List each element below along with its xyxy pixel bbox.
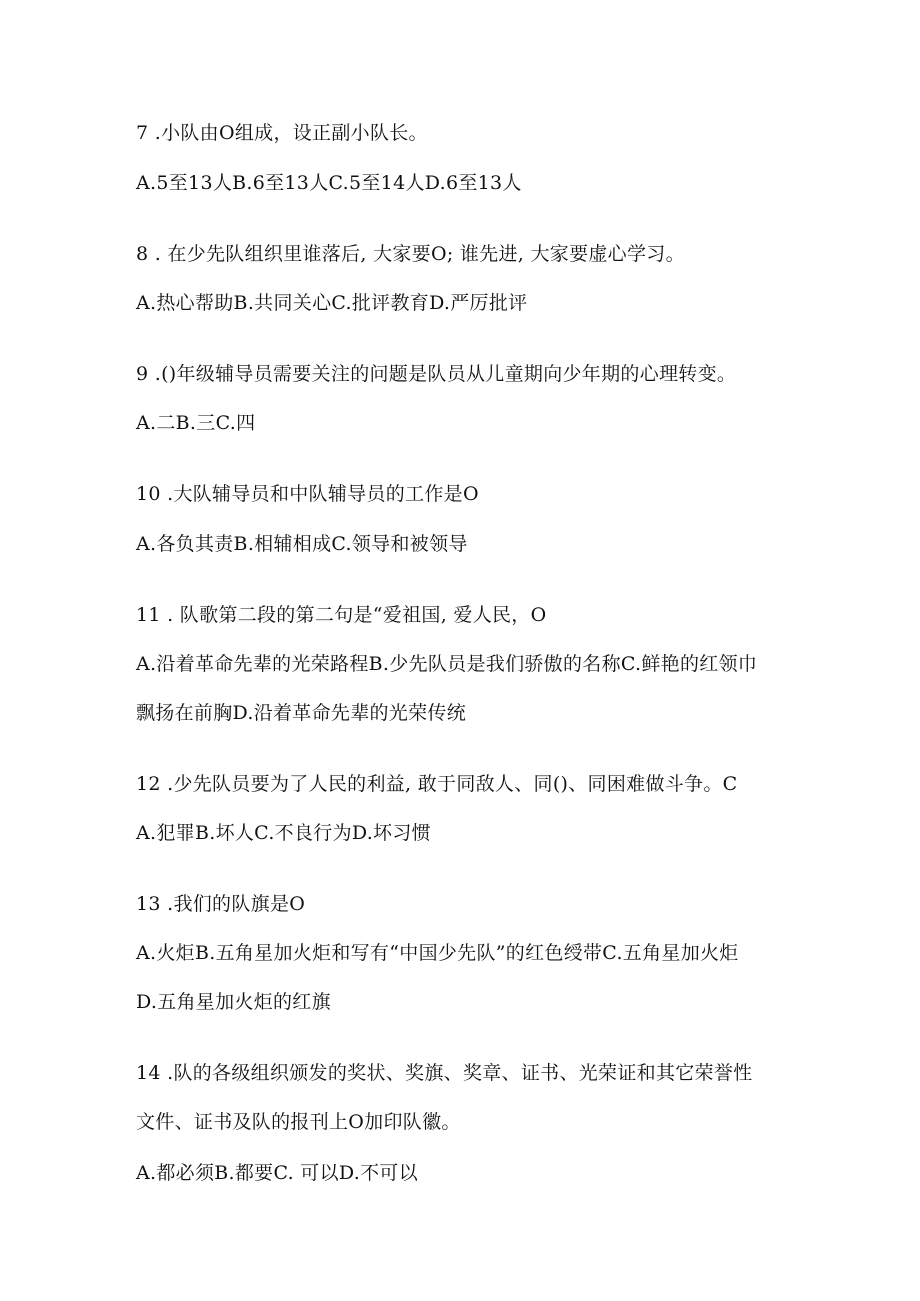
question-11-stem: 11 . 队歌第二段的第二句是“爱祖国, 爱人民，O bbox=[136, 604, 547, 626]
question-11-options-line-1: A.沿着革命先辈的光荣路程B.少先队员是我们骄傲的名称C.鲜艳的红领巾 bbox=[136, 653, 758, 675]
question-9-stem: 9 .()年级辅导员需要关注的问题是队员从儿童期向少年期的心理转变。 bbox=[136, 363, 737, 385]
question-9-options: A.二B.三C.四 bbox=[136, 412, 256, 434]
question-8-options: A.热心帮助B.共同关心C.批评教育D.严厉批评 bbox=[136, 292, 528, 314]
question-12-options: A.犯罪B.坏人C.不良行为D.坏习惯 bbox=[136, 822, 431, 844]
question-10-options: A.各负其责B.相辅相成C.领导和被领导 bbox=[136, 533, 468, 555]
question-13-options-line-2: D.五角星加火炬的红旗 bbox=[136, 991, 331, 1013]
question-13-stem: 13 .我们的队旗是O bbox=[136, 893, 306, 915]
question-14-stem-line-2: 文件、证书及队的报刊上O加印队徽。 bbox=[136, 1111, 461, 1133]
question-12-stem: 12 .少先队员要为了人民的利益, 敢于同敌人、同()、同困难做斗争。C bbox=[136, 773, 738, 795]
question-14-stem-line-1: 14 .队的各级组织颁发的奖状、奖旗、奖章、证书、光荣证和其它荣誉性 bbox=[136, 1062, 753, 1084]
question-13-options-line-1: A.火炬B.五角星加火炬和写有“中国少先队”的红色绶带C.五角星加火炬 bbox=[136, 942, 739, 964]
question-10-stem: 10 .大队辅导员和中队辅导员的工作是O bbox=[136, 483, 479, 505]
question-8-stem: 8 . 在少先队组织里谁落后, 大家要O; 谁先进, 大家要虚心学习。 bbox=[136, 243, 685, 265]
question-7-stem: 7 .小队由O组成，设正副小队长。 bbox=[136, 122, 428, 144]
question-7-options: A.5至13人B.6至13人C.5至14人D.6至13人 bbox=[136, 172, 522, 194]
question-14-options: A.都必须B.都要C. 可以D.不可以 bbox=[136, 1162, 418, 1184]
question-11-options-line-2: 飘扬在前胸D.沿着革命先辈的光荣传统 bbox=[136, 702, 466, 724]
